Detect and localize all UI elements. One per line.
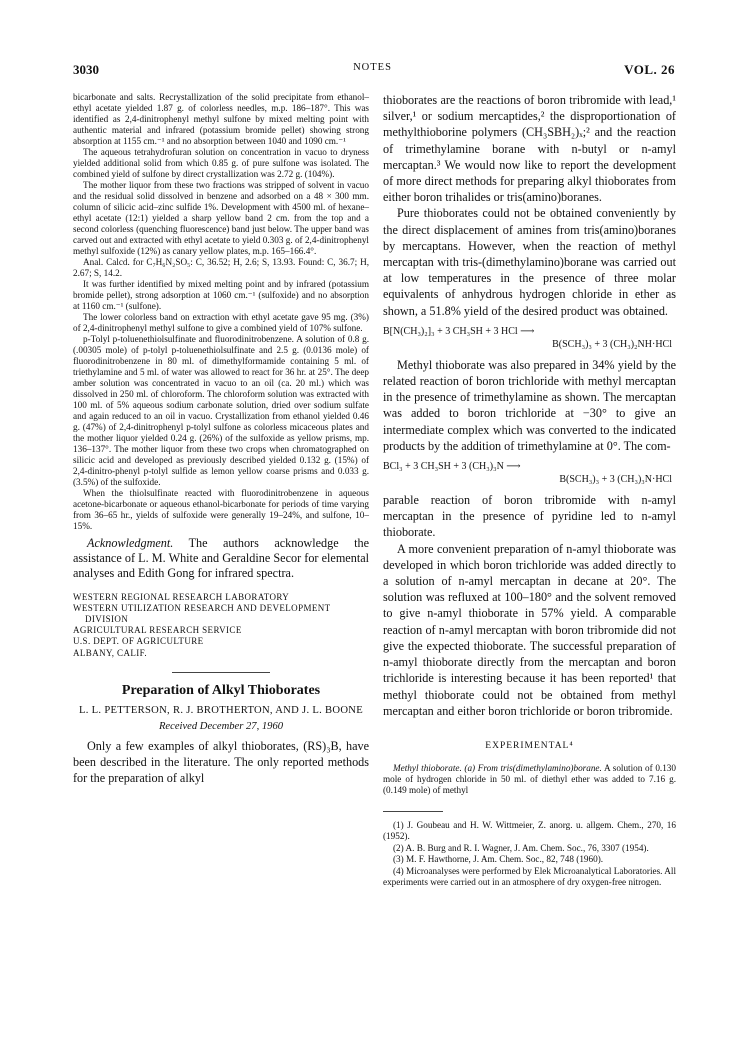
experimental-text: A solution of 0.130 mole of hydrogen chloride in 50 ml. of diethyl ether was added to 7.16 g. (0.149 mole) of methyl [383,762,676,795]
acknowledgment-label: Acknowledgment. [87,536,174,550]
affiliation-block [73,592,369,659]
paragraph-convenient-preparation: A more convenient preparation of n-amyl thioborate was developed in which boron trichloride was added directly to a solution of n-amyl mercaptan in decane at 20°. The solution was refluxed at 100–180° and the solvent removed to give n-amyl thioborate in 57% yield. A comparable reaction of n-amyl mercaptan with boron tribromide did not give the expected thioborate. The successful preparation of n-amyl thioborate directly from the mercaptan and boron trichloride is interesting because it has been reported¹ that methyl thioborate could not be obtained from methyl mercaptan and either boron trichloride or boron tribromide. [383,541,676,718]
affiliation-line: ALBANY, CALIF. [73,647,147,658]
acknowledgment-text: The authors acknowledge the assistance of L. M. White and Geraldine Secor for elemental analyses and Edith Gong for infrared spectra. [73,536,369,581]
equation-tris-amino [383,325,676,351]
equation-line: B(SCH₃)₃ + 3 (CH₃)₃N·HCl [559,474,672,486]
footnote-divider [383,811,443,812]
equation-boron-trichloride [383,460,676,486]
paragraph-thiolsulfinate-reaction: When the thiolsulfinate reacted with fluorodinitrobenzene in aqueous acetone-bicarbonate or aqueous ethanol-bicarbonate for periods of time varying from 36–65 hr., yields of sulfoxide were generally 19–24%, and sulfone, 10–15%. [73,488,369,531]
paragraph-lower-band: The lower colorless band on extraction with ethyl acetate gave 95 mg. (3%) of 2,4-dinitrophenyl methyl sulfone to give a combined yield of 107% sulfone. [73,312,369,333]
experimental-paragraph [383,763,676,796]
paragraph-sulfone-identification: bicarbonate and salts. Recrystallization of the solid precipitate from ethanol–ethyl acetate yielded 1.87 g. of colorless needles, m.p. 186–187°. This was identified as 2,4-dinitrophenyl methyl sulfone by mixed melting point with authentic material and infrared (potassium bromide pellet) showing strong absorption at 1155 cm.⁻¹ and no absorption between 1040 and 1090 cm.⁻¹ [73,92,369,146]
section-title: NOTES [353,62,392,73]
experimental-heading: EXPERIMENTAL⁴ [485,740,574,751]
affiliation-line: WESTERN UTILIZATION RESEARCH AND DEVELOPMENT [73,602,331,613]
paragraph-tolyl-thiolsulfinate: p-Tolyl p-toluenethiolsulfinate and fluorodinitrobenzene. A solution of 0.8 g. (.00305 mole) of p-tolyl p-toluenethiolsulfinate and 2.5 g. (0.0136 mole) of fluorodinitrobenzene in 80 ml. of dimethylformamide containing 5 ml. of triethylamine and 5 ml. of water was allowed to react for 36 hr. at 25°. The deep amber solution was concentrated in vacuo to an oil (ca. 20 ml.) which was dissolved in 250 ml. of chloroform. The chloroform solution was extracted with 100 ml. of 5% aqueous sodium carbonate solution, dried over sodium sulfate and again reduced to an oil in vacuo. Crystallization from ethanol yielded 0.46 g. (47%) of 2,4-dinitrophenyl p-tolyl sulfone as colorless micaceous plates and the mother liquor yielded 0.24 g. (26%) of the sulfoxide as yellow prisms, mp. 136–137°. The mother liquor from these two crops when chromatographed on silicic acid and developed as previously described yielded 0.132 g. (15%) of 2,4-dinitro-phenyl p-tolyl sulfide as lemon yellow coarse prisms and 0.033 g. (3.5%) of the sulfoxide. [73,334,369,487]
equation-line: B[N(CH₃)₂]₃ + 3 CH₃SH + 3 HCl ⟶ [383,325,535,337]
paragraph-methyl-thioborate: Methyl thioborate was also prepared in 34% yield by the related reaction of boron trichloride with methyl mercaptan in the presence of trimethylamine as shown. The mercaptan was added to boron trichloride at −30° to give an intermediate complex which was converted to the indicated products by the addition of trimethylamine at 0°. The com- [383,357,676,453]
section-divider [172,672,270,673]
footnote: (1) J. Goubeau and H. W. Wittmeier, Z. anorg. u. allgem. Chem., 270, 16 (1952). [383,819,676,842]
affiliation-line: AGRICULTURAL RESEARCH SERVICE [73,625,242,636]
received-date: Received December 27, 1960 [158,720,284,732]
paragraph-tetrahydrofuran: The aqueous tetrahydrofuran solution on concentration in vacuo to dryness yielded additional solid from which 0.85 g. of pure sulfone was isolated. The combined yield of sulfone by direct crystallization was 2.72 g. (104%). [73,147,369,179]
article-authors: L. L. PETTERSON, R. J. BROTHERTON, AND J. L. BOONE [78,704,364,716]
affiliation-line: U.S. DEPT. OF AGRICULTURE [73,636,204,647]
paragraph-known-methods: thioborates are the reactions of boron tribromide with lead,¹ silver,¹ or sodium mercaptides,² the disproportionation of methylthioborine polymers (CH₃SBH₂)ₓ;² and the reaction of trimethylamine borane with n-butyl or n-amyl mercaptan.³ We would now like to report the development of more direct methods for preparing alkyl thioborates from either boron trihalides or tris(amino)boranes. [383,93,676,205]
experimental-label: Methyl thioborate. (a) From tris(dimethylamino)borane. [393,762,602,773]
left-column [73,92,369,786]
paragraph-pure-thioborates: Pure thioborates could not be obtained conveniently by the direct displacement of amines from tris(amino)boranes by mercaptans. However, when the reaction of methyl mercaptan with tris-(dimethylamino)borane was carried out at low temperatures in the presence of three molar equivalents of anhydrous hydrogen chloride in ether as shown, a 51.8% yield of the desired product was obtained. [383,206,676,318]
page-number: 3030 [73,62,99,77]
acknowledgment [73,536,369,582]
paragraph-infrared: It was further identified by mixed melting point and by infrared (potassium bromide pellet), strong adsorption at 1060 cm.⁻¹ (sulfoxide) and no absorption at 1160 cm.⁻¹ (sulfone). [73,279,369,311]
paragraph-analysis: Anal. Calcd. for C₇H₆N₂SO₅: C, 36.52; H, 2.6; S, 13.93. Found: C, 36.7; H, 2.67; S, 14.2. [73,257,369,278]
volume-label: VOL. 26 [624,62,675,77]
paragraph-mother-liquor: The mother liquor from these two fractions was stripped of solvent in vacuo and the residual solid dissolved in benzene and adsorbed on a 48 × 300 mm. column of silicic acid–zinc sulfide 1%. Development with 4500 ml. of hexane–ethyl acetate (12:1) yielded a sharp yellow band 2 cm. from the top and a second colorless (quenching fluorescence) band just below. The upper band was carved out and extracted with ethyl acetate to yield 0.303 g. of 2,4-dinitrophenyl methyl sulfoxide (12%) as canary yellow plates, m.p. 165–166.4°. [73,180,369,256]
equation-line: BCl₃ + 3 CH₃SH + 3 (CH₃)₃N ⟶ [383,461,521,473]
affiliation-line: DIVISION [85,614,129,625]
footnote: (2) A. B. Burg and R. I. Wagner, J. Am. Chem. Soc., 76, 3307 (1954). [393,842,649,853]
footnote: (4) Microanalyses were performed by Elek Microanalytical Laboratories. All experiments were carried out in an atmosphere of dry oxygen-free nitrogen. [383,865,676,887]
footnote: (3) M. F. Hawthorne, J. Am. Chem. Soc., 82, 748 (1960). [393,854,604,865]
paragraph-amyl-tribromide: parable reaction of boron tribromide with n-amyl mercaptan in the presence of pyridine led to n-amyl thioborate. [383,493,676,540]
right-column [383,92,676,888]
affiliation-line: WESTERN REGIONAL RESEARCH LABORATORY [73,591,290,602]
article-intro: Only a few examples of alkyl thioborates, (RS)₃B, have been described in the literature. The only reported methods for the preparation of alkyl [73,738,369,786]
article-title: Preparation of Alkyl Thioborates [121,682,321,698]
equation-line: B(SCH₃)₃ + 3 (CH₃)₂NH·HCl [552,338,672,350]
running-header [0,62,745,82]
